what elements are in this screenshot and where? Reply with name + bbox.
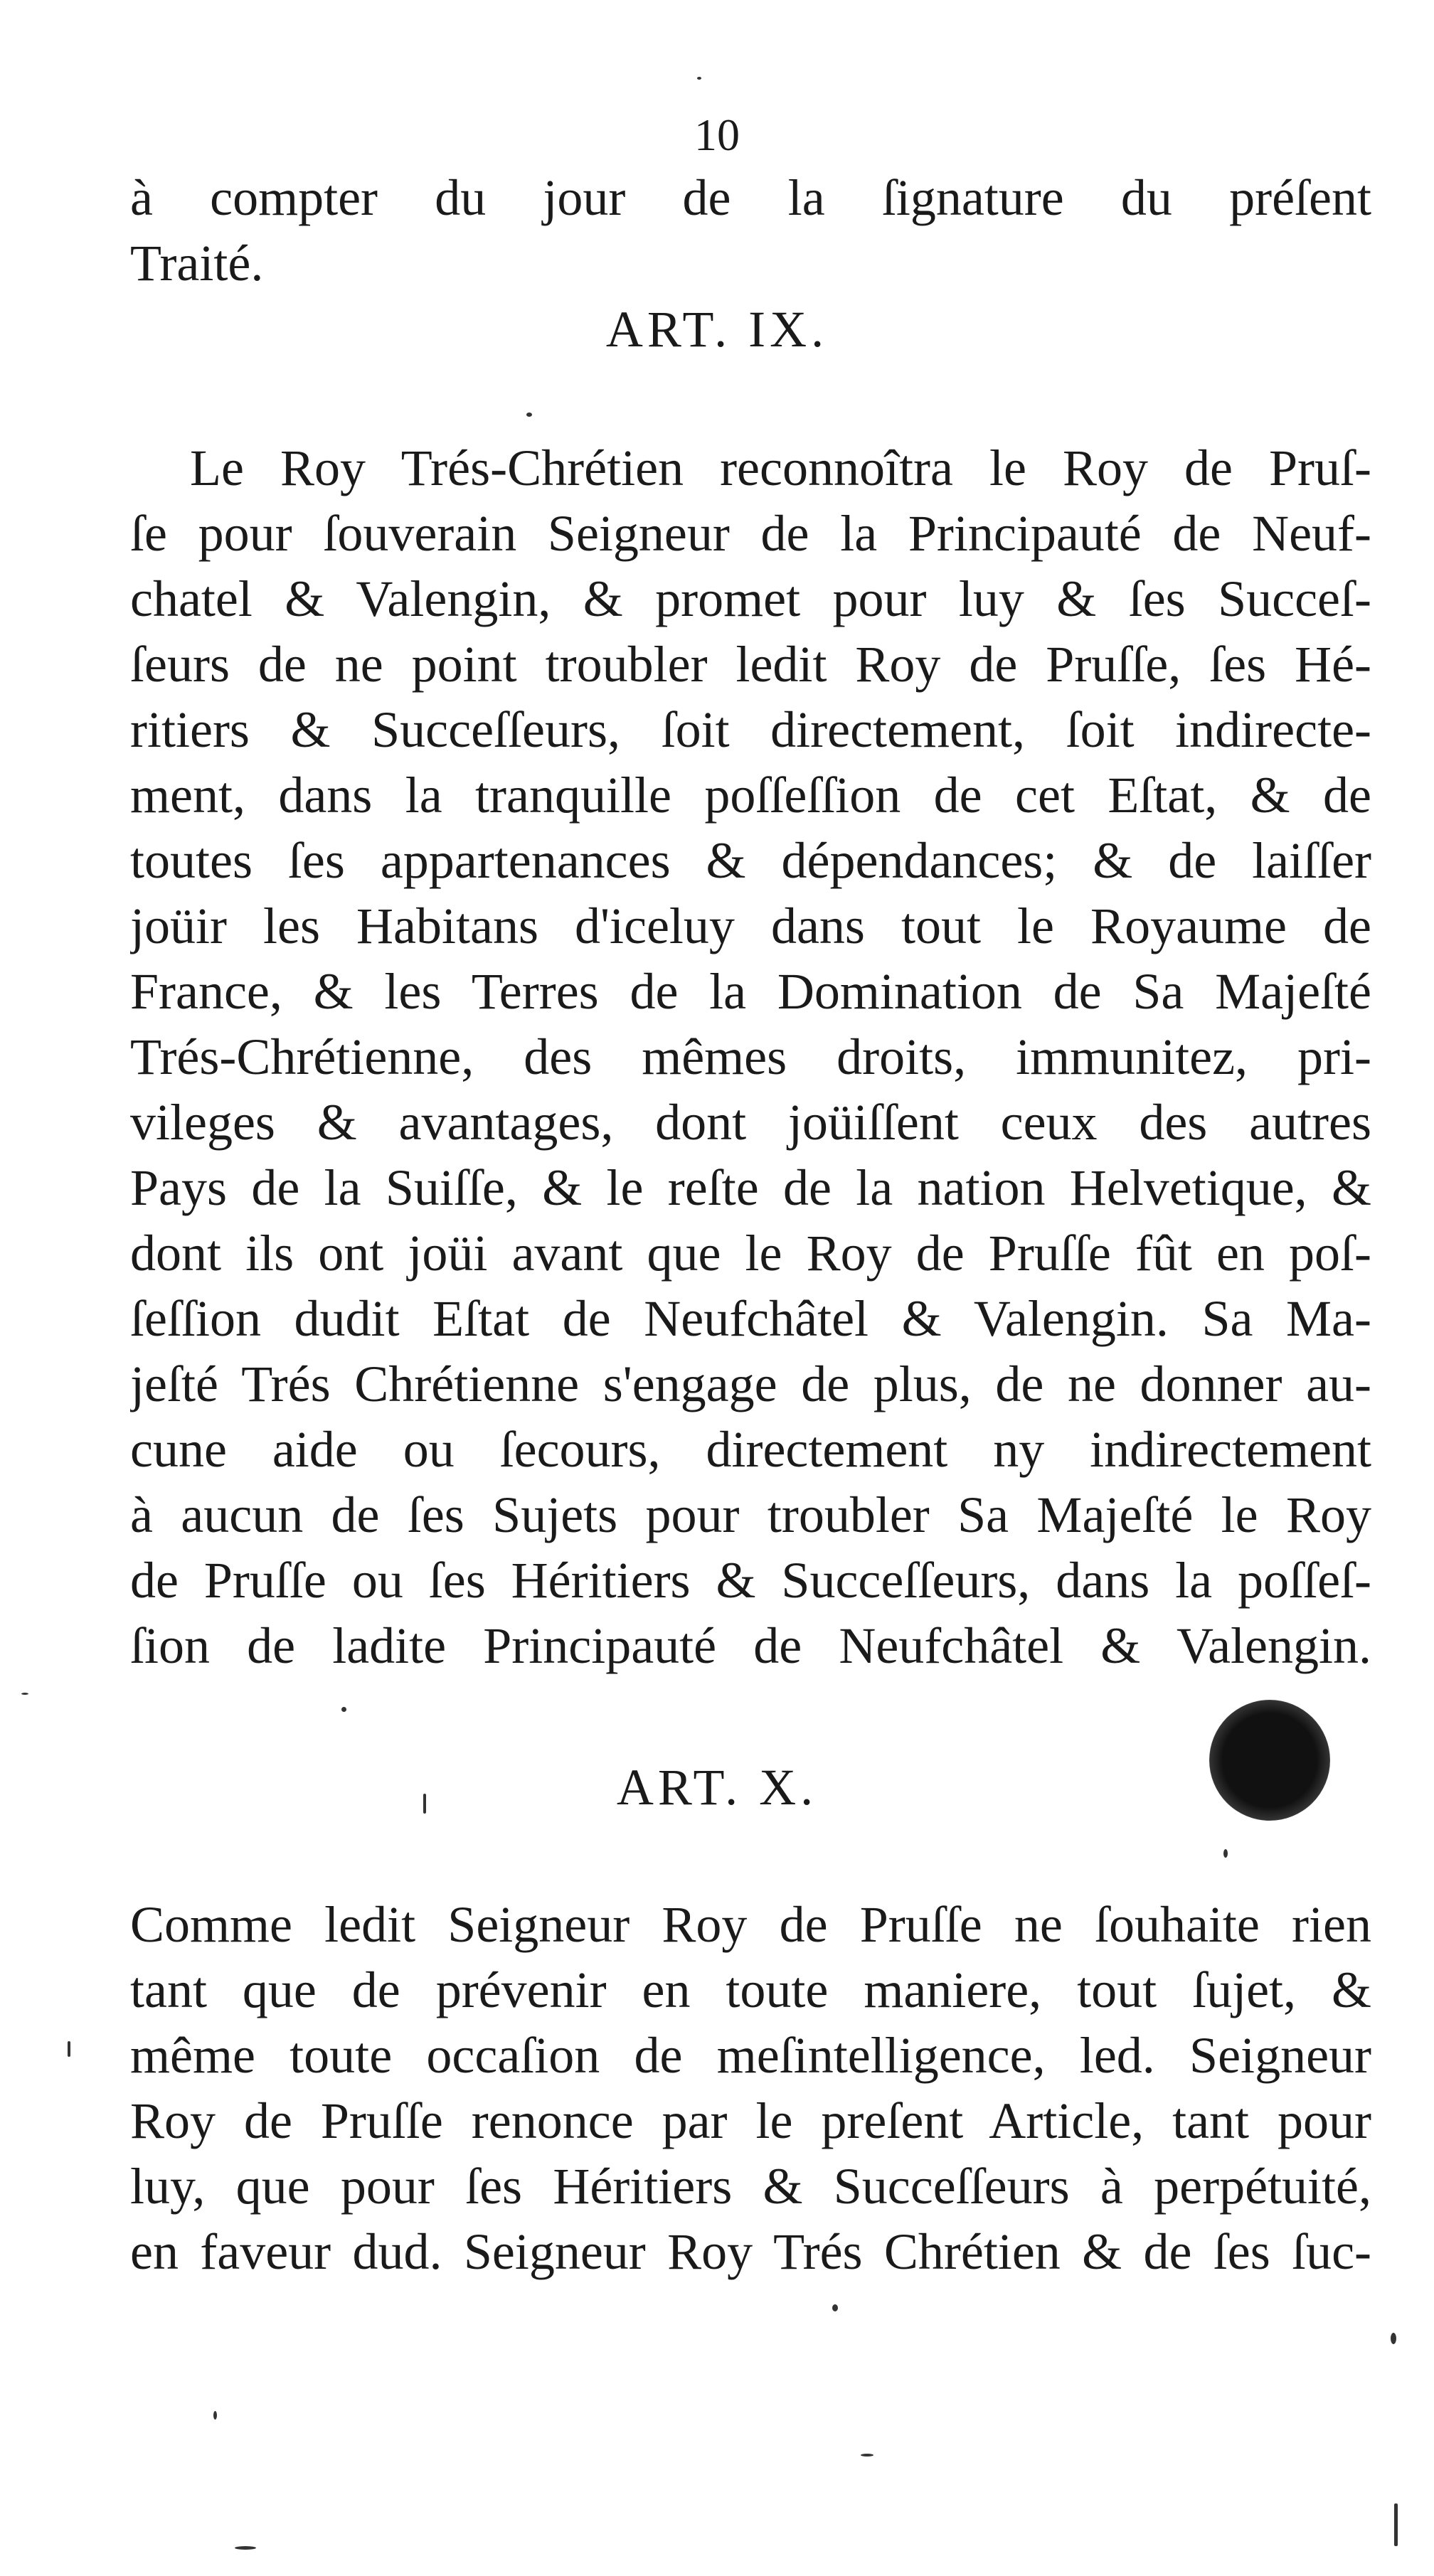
- article-ix-heading: ART. IX.: [605, 301, 829, 358]
- ink-blot: [1209, 1700, 1330, 1821]
- paper-speck: [1391, 2333, 1396, 2344]
- text-line: Traité.: [130, 235, 264, 292]
- text-line: ſion de ladite Principauté de Neufchâtel & Valengin.: [130, 1617, 1371, 1674]
- intro-paragraph: [130, 165, 1371, 296]
- paper-speck: [213, 2411, 217, 2420]
- text-line: jeſté Trés Chrétienne s'engage de plus, de ne donner au-: [130, 1356, 1371, 1412]
- text-line: de Pruſſe ou ſes Héritiers & Succeſſeurs, dans la poſſeſ-: [130, 1552, 1371, 1609]
- paper-speck: [832, 2304, 838, 2311]
- paper-speck: [341, 1707, 346, 1712]
- paper-speck: [68, 2041, 70, 2057]
- paper-speck: [423, 1794, 426, 1814]
- text-line: ritiers & Succeſſeurs, ſoit directement, ſoit indirecte-: [130, 701, 1371, 758]
- text-line: à compter du jour de la ſignature du préſent: [130, 169, 1371, 226]
- paper-speck: [526, 413, 532, 417]
- text-line: ment, dans la tranquille poſſeſſion de cet Eſtat, & de: [130, 767, 1371, 824]
- paper-speck: [861, 2454, 873, 2457]
- text-line: ſeſſion dudit Eſtat de Neufchâtel & Valengin. Sa Ma-: [130, 1290, 1371, 1347]
- text-line: tant que de prévenir en toute maniere, tout ſujet, &: [130, 1962, 1371, 2018]
- text-line: Le Roy Trés-Chrétien reconnoîtra le Roy de Pruſ-: [190, 440, 1371, 496]
- text-line: cune aide ou ſecours, directement ny indirectement: [130, 1421, 1371, 1478]
- text-line: dont ils ont joüi avant que le Roy de Pruſſe fût en poſ-: [130, 1225, 1371, 1282]
- article-x-paragraph: [130, 1892, 1371, 2284]
- text-line: vileges & avantages, dont joüiſſent ceux des autres: [130, 1094, 1371, 1151]
- text-line: joüir les Habitans d'iceluy dans tout le Royaume de: [130, 898, 1371, 954]
- paper-speck: [235, 2546, 256, 2550]
- article-x-heading: ART. X.: [616, 1759, 818, 1816]
- page-number: 10: [694, 110, 740, 160]
- paper-speck: [697, 77, 701, 80]
- paper-speck: [21, 1693, 28, 1695]
- text-line: Comme ledit Seigneur Roy de Pruſſe ne ſouhaite rien: [130, 1896, 1371, 1953]
- text-line: France, & les Terres de la Domination de Sa Majeſté: [130, 963, 1371, 1020]
- paper-speck: [1223, 1849, 1228, 1858]
- text-line: toutes ſes appartenances & dépendances; & de laiſſer: [130, 832, 1371, 889]
- text-line: en faveur dud. Seigneur Roy Trés Chrétien & de ſes ſuc-: [130, 2223, 1371, 2280]
- text-line: chatel & Valengin, & promet pour luy & ſes Succeſ-: [130, 570, 1371, 627]
- text-line: Roy de Pruſſe renonce par le preſent Article, tant pour: [130, 2092, 1371, 2149]
- text-line: Pays de la Suiſſe, & le reſte de la nation Helvetique, &: [130, 1159, 1371, 1216]
- text-line: ſe pour ſouverain Seigneur de la Principauté de Neuf-: [130, 505, 1371, 562]
- text-line: Trés-Chrétienne, des mêmes droits, immunitez, pri-: [130, 1028, 1371, 1085]
- article-ix-paragraph: [130, 435, 1371, 1678]
- text-line: ſeurs de ne point troubler ledit Roy de Pruſſe, ſes Hé-: [130, 636, 1371, 693]
- text-line: luy, que pour ſes Héritiers & Succeſſeurs à perpétuité,: [130, 2158, 1371, 2215]
- text-line: même toute occaſion de meſintelligence, led. Seigneur: [130, 2027, 1371, 2084]
- paper-speck: [1394, 2503, 1398, 2546]
- text-line: à aucun de ſes Sujets pour troubler Sa Majeſté le Roy: [130, 1486, 1371, 1543]
